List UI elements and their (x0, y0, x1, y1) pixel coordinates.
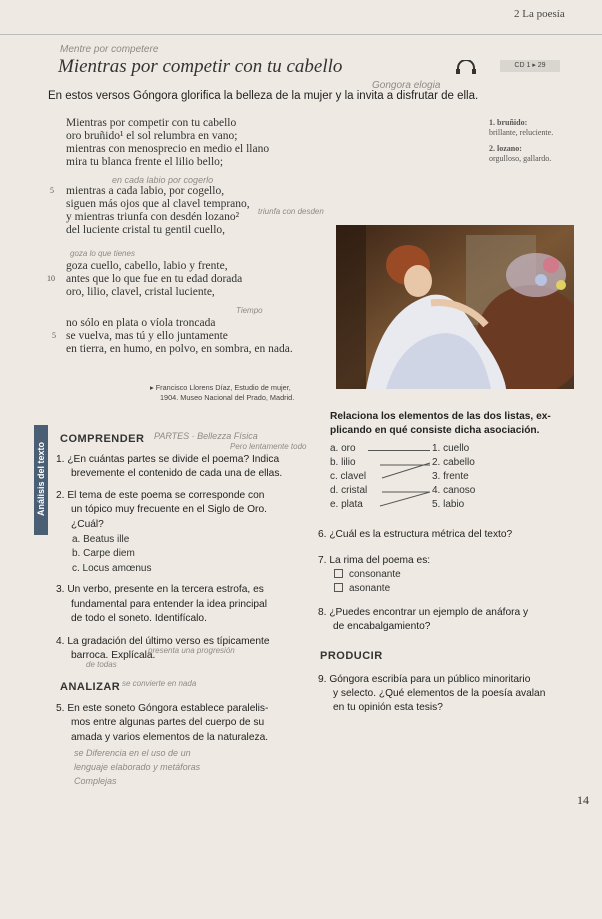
margin-mark: 5 (52, 331, 56, 340)
matching-intro: Relaciona los elementos de las dos listas, ex- (330, 411, 551, 422)
match-lines (368, 445, 432, 509)
question-9: 9. Góngora escribía para un público minoritario (318, 674, 531, 685)
q2-option-a: a. Beatus ille (72, 534, 130, 545)
gloss-1-term: 1. bruñido: (489, 118, 528, 127)
gloss-2-term: 2. lozano: (489, 144, 522, 153)
list-right-4: 4. canoso (432, 485, 476, 496)
list-left-c: c. clavel (330, 471, 367, 482)
question-3-cont-2: de todo el soneto. Identifícalo. (71, 613, 207, 624)
q2-option-b: b. Carpe diem (72, 548, 135, 559)
list-right-1: 1. cuello (432, 443, 470, 454)
list-right-5: 5. labio (432, 499, 465, 510)
page-number: 14 (577, 793, 589, 807)
question-1: 1. ¿En cuántas partes se divide el poema? Indica (56, 454, 280, 465)
question-6: 6. ¿Cuál es la estructura métrica del texto? (318, 529, 513, 540)
checkbox[interactable] (334, 583, 343, 592)
headphones-icon (455, 60, 477, 74)
list-left-d: d. cristal (330, 485, 368, 496)
pencil-note: se Diferencia en el uso de un (74, 748, 191, 758)
poem-line-6: siguen más ojos que al clavel temprano, (66, 198, 250, 210)
poem-line-14: en tierra, en humo, en polvo, en sombra, en nada. (66, 343, 293, 355)
question-9-cont-2: en tu opinión esta tesis? (333, 702, 443, 713)
sidebar-label: Análisis del texto (36, 441, 46, 517)
question-2-cont: un tópico muy frecuente en el Siglo de Oro. (71, 504, 267, 515)
poem-line-9: goza cuello, cabello, labio y frente, (66, 260, 228, 272)
poem-line-13: se vuelva, mas tú y ello juntamente (66, 330, 228, 342)
producir-heading: PRODUCIR (320, 650, 383, 662)
poem-line-11: oro, lilio, clavel, cristal luciente, (66, 286, 215, 298)
poem-title: Mientras por competir con tu cabello (58, 56, 343, 77)
checkbox[interactable] (334, 569, 343, 578)
header-rule (0, 34, 602, 35)
q7-option-asonante[interactable] (334, 583, 390, 594)
line-number-10: 10 (47, 274, 55, 283)
poem-line-7: y mientras triunfa con desdén lozano² (66, 211, 240, 223)
poem-line-2: oro bruñido¹ el sol relumbra en vano; (66, 130, 238, 142)
question-8-cont: de encabalgamiento? (333, 621, 431, 632)
caption-line-2: 1904. Museo Nacional del Prado, Madrid. (160, 393, 295, 402)
painting-illustration (336, 225, 574, 389)
list-right-3: 3. frente (432, 471, 469, 482)
poem-line-4: mira tu blanca frente el lilio bello; (66, 156, 224, 168)
q7-option-consonante[interactable] (334, 569, 401, 580)
poem-line-5: mientras a cada labio, por cogello, (66, 185, 225, 197)
poem-line-8: del luciente cristal tu gentil cuello, (66, 224, 226, 236)
gloss-1-def: brillante, reluciente. (489, 128, 554, 137)
poem-line-3: mientras con menosprecio en medio el llano (66, 143, 270, 155)
gloss-2-def: orgulloso, gallardo. (489, 154, 552, 163)
question-3: 3. Un verbo, presente en la tercera estrofa, es (56, 584, 264, 595)
question-4-cont: barroca. Explícala. (71, 650, 156, 661)
pencil-note: lenguaje elaborado y metáforas (74, 762, 201, 772)
poem-line-10: antes que lo que fue en tu edad dorada (66, 273, 243, 285)
chapter-header: 2 La poesía (514, 8, 565, 20)
line-number-5: 5 (50, 186, 54, 195)
poem-line-1: Mientras por competir con tu cabello (66, 117, 237, 129)
poem-line-12: no sólo en plata o víola troncada (66, 317, 216, 329)
painting-image (336, 225, 574, 389)
pencil-note: en cada labio por cogerlo (112, 175, 214, 185)
question-3-cont: fundamental para entender la idea principal (71, 599, 267, 610)
intro-text: En estos versos Góngora glorifica la belleza de la mujer y la invita a disfrutar de ella. (48, 90, 479, 102)
pencil-note: goza lo que tienes (70, 249, 135, 258)
comprender-heading: COMPRENDER (60, 433, 145, 445)
painting-caption (150, 383, 294, 403)
question-5-cont-2: amada y varios elementos de la naturaleza. (71, 732, 269, 743)
question-1-cont: brevemente el contenido de cada una de ellas. (71, 468, 283, 479)
list-right-2: 2. cabello (432, 457, 475, 468)
question-7: 7. La rima del poema es: (318, 555, 431, 566)
question-2: 2. El tema de este poema se corresponde con (56, 490, 265, 501)
pencil-note: PARTES · Bellezza Física (154, 431, 258, 441)
question-2-cont-2: ¿Cuál? (71, 519, 104, 530)
question-8: 8. ¿Puedes encontrar un ejemplo de anáfora y (318, 607, 529, 618)
list-left-a: a. oro (330, 443, 356, 454)
option-label: asonante (349, 583, 391, 594)
pencil-note: Gongora elogia (372, 80, 441, 91)
caption-line-1: ▸ Francisco Llorens Díaz, Estudio de mujer, (150, 383, 291, 392)
option-label: consonante (349, 569, 401, 580)
q2-option-c: c. Locus amœnus (72, 563, 152, 574)
pencil-note: Pero lentamente todo (230, 442, 307, 451)
cd-track-badge: CD 1 ▸ 29 (500, 60, 560, 72)
question-5-cont: mos entre algunas partes del cuerpo de su (71, 717, 265, 728)
pencil-note: Mentre por competere (60, 44, 159, 55)
pencil-note: de todas (86, 660, 117, 669)
pencil-note: Complejas (74, 776, 117, 786)
match-line-e (380, 492, 430, 506)
question-5: 5. En este soneto Góngora establece paralelis- (56, 703, 269, 714)
matching-intro-cont: plicando en qué consiste dicha asociación. (330, 425, 540, 436)
list-left-e: e. plata (330, 499, 363, 510)
pencil-note: presenta una progresión (148, 646, 235, 655)
pencil-note: Tiempo (236, 306, 263, 315)
pencil-note: triunfa con desden (258, 207, 324, 216)
pencil-note: se convierte en nada (122, 679, 197, 688)
question-9-cont: y selecto. ¿Qué elementos de la poesía avalan (333, 688, 546, 699)
analizar-heading: ANALIZAR (60, 681, 121, 693)
list-left-b: b. lilio (330, 457, 356, 468)
question-4: 4. La gradación del último verso es típicamente (56, 636, 270, 647)
